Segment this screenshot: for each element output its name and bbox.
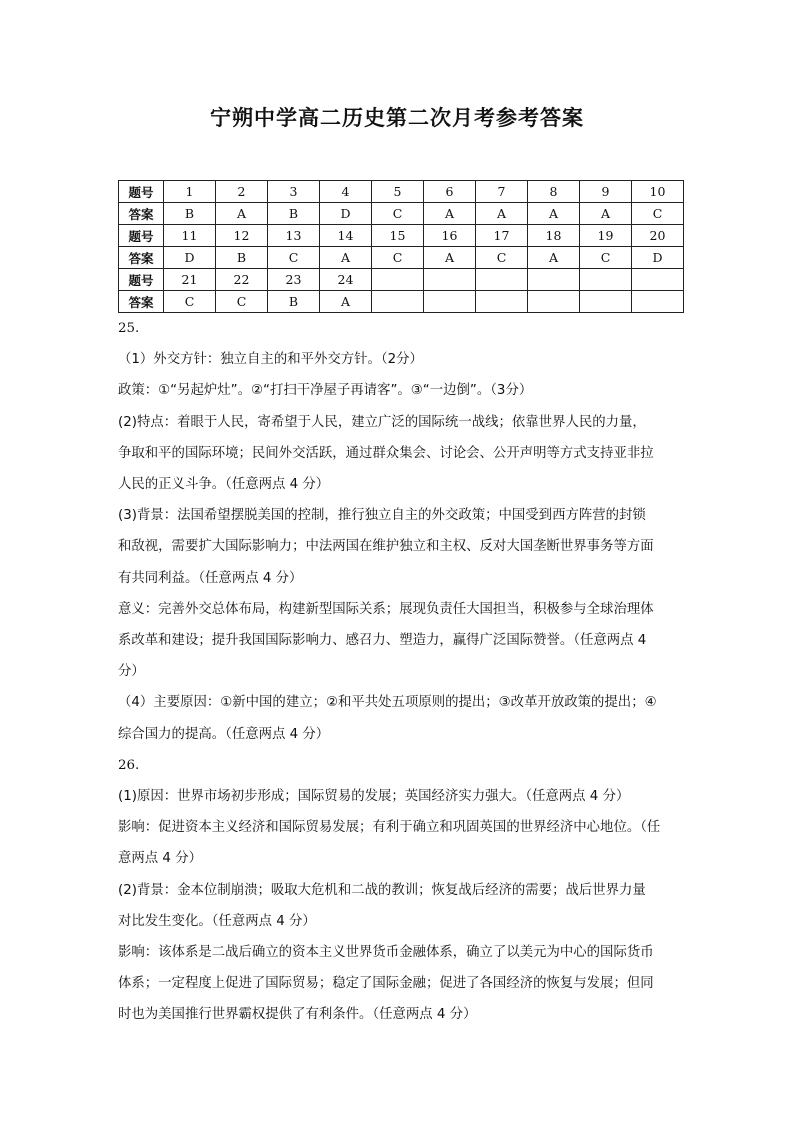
row-header: 题号: [119, 181, 164, 203]
table-cell: 23: [268, 269, 320, 291]
row-header: 题号: [119, 269, 164, 291]
table-cell: [528, 269, 580, 291]
answer-line: 影响：促进资本主义经济和国际贸易发展；有利于确立和巩固英国的世界经济中心地位。（任: [118, 820, 661, 836]
table-cell: [632, 269, 684, 291]
table-cell: C: [372, 247, 424, 269]
table-row: [119, 291, 684, 313]
table-cell: [632, 291, 684, 313]
table-cell: B: [216, 247, 268, 269]
answer-line: (2)背景：金本位制崩溃；吸取大危机和二战的教训；恢复战后经济的需要；战后世界力量: [118, 882, 646, 898]
answer-line: 和敌视，需要扩大国际影响力；中法两国在维护独立和主权、反对大国垄断世界事务等方面: [118, 539, 654, 555]
table-cell: 16: [424, 225, 476, 247]
question-number: 26.: [118, 757, 140, 773]
table-cell: 10: [632, 181, 684, 203]
table-row: [119, 247, 684, 269]
answer-line: 对比发生变化。（任意两点 4 分）: [118, 913, 316, 929]
table-cell: B: [268, 203, 320, 225]
table-cell: C: [268, 247, 320, 269]
table-cell: 19: [580, 225, 632, 247]
answer-line: 时也为美国推行世界霸权提供了有利条件。（任意两点 4 分）: [118, 1007, 477, 1023]
table-cell: [424, 269, 476, 291]
table-cell: C: [372, 203, 424, 225]
table-cell: A: [424, 247, 476, 269]
answer-line: （4）主要原因：①新中国的建立；②和平共处五项原则的提出；③改革开放政策的提出；④: [118, 695, 657, 711]
table-cell: D: [164, 247, 216, 269]
answer-line: 意两点 4 分）: [118, 851, 202, 867]
answer-line: 人民的正义斗争。（任意两点 4 分）: [118, 477, 330, 493]
table-cell: A: [580, 203, 632, 225]
table-cell: A: [320, 291, 372, 313]
answer-line: (1)原因：世界市场初步形成；国际贸易的发展；英国经济实力强大。（任意两点 4 分）: [118, 789, 630, 805]
table-row: [119, 203, 684, 225]
answer-line: 体系；一定程度上促进了国际贸易；稳定了国际金融；促进了各国经济的恢复与发展；但同: [118, 976, 654, 992]
answer-table: [118, 180, 684, 313]
table-cell: [528, 291, 580, 313]
answer-line: 分）: [118, 664, 145, 680]
table-row: [119, 181, 684, 203]
table-cell: 21: [164, 269, 216, 291]
table-cell: [580, 269, 632, 291]
table-cell: 14: [320, 225, 372, 247]
answer-line: 系改革和建设；提升我国国际影响力、感召力、塑造力，赢得广泛国际赞誉。（任意两点 4: [118, 633, 647, 649]
page-title: 宁朔中学高二历史第二次月考参考答案: [210, 105, 584, 130]
table-cell: 4: [320, 181, 372, 203]
table-cell: 15: [372, 225, 424, 247]
answer-line: (2)特点：着眼于人民，寄希望于人民，建立广泛的国际统一战线；依靠世界人民的力量，: [118, 414, 646, 430]
table-cell: 18: [528, 225, 580, 247]
table-cell: 7: [476, 181, 528, 203]
table-cell: 5: [372, 181, 424, 203]
table-cell: 9: [580, 181, 632, 203]
answer-line: 综合国力的提高。（任意两点 4 分）: [118, 726, 330, 742]
table-cell: [476, 291, 528, 313]
answer-line: 意义：完善外交总体布局，构建新型国际关系；展现负责任大国担当，积极参与全球治理体: [118, 601, 654, 617]
answer-line: 争取和平的国际环境；民间外交活跃，通过群众集会、讨论会、公开声明等方式支持亚非拉: [118, 445, 654, 461]
table-cell: A: [476, 203, 528, 225]
table-cell: 24: [320, 269, 372, 291]
table-cell: [424, 291, 476, 313]
table-cell: C: [164, 291, 216, 313]
table-cell: A: [424, 203, 476, 225]
table-cell: D: [632, 247, 684, 269]
row-header: 题号: [119, 225, 164, 247]
row-header: 答案: [119, 247, 164, 269]
table-cell: C: [580, 247, 632, 269]
table-cell: [372, 291, 424, 313]
table-cell: C: [476, 247, 528, 269]
answer-line: (3)背景：法国希望摆脱美国的控制，推行独立自主的外交政策；中国受到西方阵营的封锁: [118, 508, 646, 524]
table-cell: 17: [476, 225, 528, 247]
table-cell: [580, 291, 632, 313]
row-header: 答案: [119, 291, 164, 313]
answer-line: 政策：①“另起炉灶”。②“打扫干净屋子再请客”。③“一边倒”。（3分）: [118, 383, 533, 399]
table-cell: A: [320, 247, 372, 269]
answer-body: [118, 313, 708, 1031]
table-cell: 8: [528, 181, 580, 203]
table-cell: B: [164, 203, 216, 225]
table-cell: 12: [216, 225, 268, 247]
table-cell: 1: [164, 181, 216, 203]
table-cell: A: [216, 203, 268, 225]
answer-line: （1）外交方针：独立自主的和平外交方针。（2分）: [118, 352, 423, 368]
row-header: 答案: [119, 203, 164, 225]
table-cell: D: [320, 203, 372, 225]
table-cell: 20: [632, 225, 684, 247]
table-cell: 13: [268, 225, 320, 247]
table-cell: C: [216, 291, 268, 313]
question-number: 25.: [118, 321, 140, 336]
table-cell: A: [528, 203, 580, 225]
table-cell: 6: [424, 181, 476, 203]
table-cell: 11: [164, 225, 216, 247]
table-cell: A: [528, 247, 580, 269]
table-row: [119, 269, 684, 291]
table-cell: 3: [268, 181, 320, 203]
table-cell: 2: [216, 181, 268, 203]
table-cell: C: [632, 203, 684, 225]
table-cell: [476, 269, 528, 291]
answer-line: 影响：该体系是二战后确立的资本主义世界货币金融体系，确立了以美元为中心的国际货币: [118, 945, 654, 961]
table-cell: [372, 269, 424, 291]
answer-line: 有共同利益。（任意两点 4 分）: [118, 570, 303, 586]
table-cell: 22: [216, 269, 268, 291]
table-cell: B: [268, 291, 320, 313]
table-row: [119, 225, 684, 247]
